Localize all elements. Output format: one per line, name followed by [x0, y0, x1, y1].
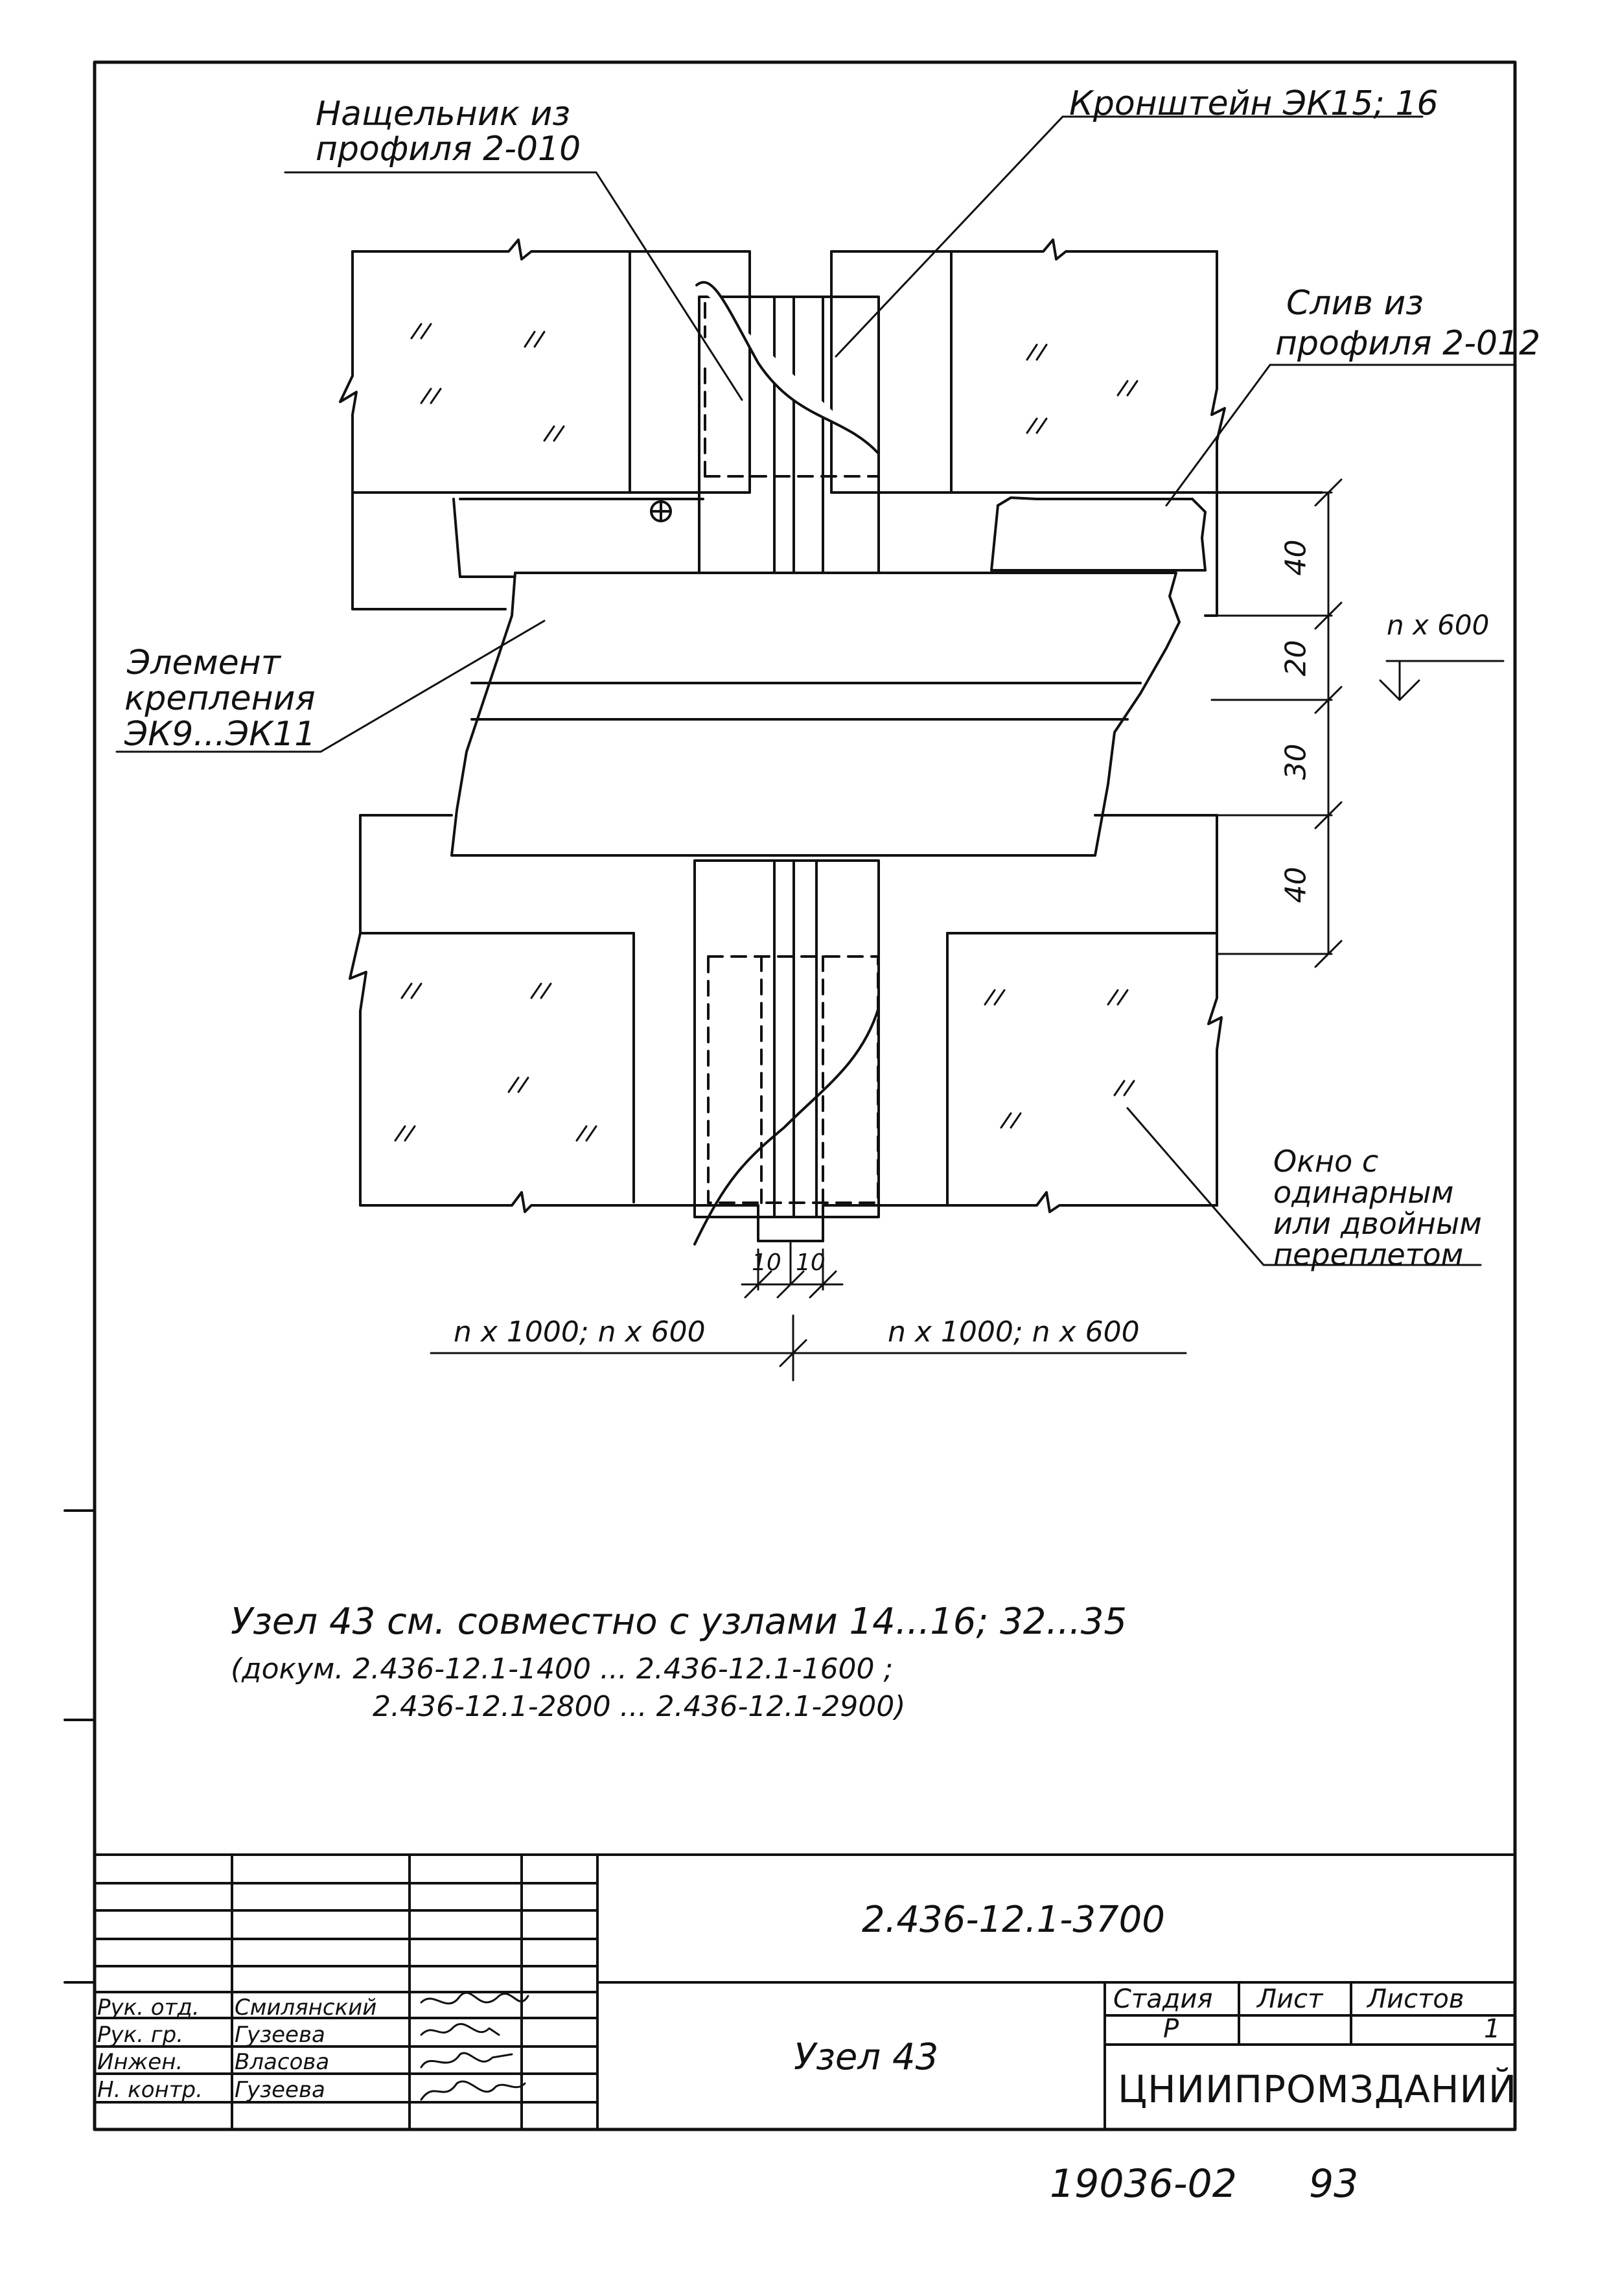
dim-10-left: 10 [752, 1249, 781, 1276]
note-line2: (докум. 2.436-12.1-1400 ... 2.436-12.1-1600 ; [231, 1652, 894, 1686]
dim-nx600-right: n x 600 [1387, 609, 1490, 641]
sheet-frame [95, 62, 1518, 2129]
name-2: Гузеева [235, 2022, 325, 2048]
stage-header: Стадия [1113, 1984, 1213, 2014]
label-kronshtein: Кронштейн ЭК15; 16 [1069, 84, 1439, 123]
label-okno-line2: одинарным [1273, 1175, 1454, 1210]
lower-left-window [350, 815, 758, 1241]
dim-bottom-left: n x 1000; n x 600 [454, 1316, 706, 1349]
label-element-line2: крепления [124, 679, 316, 718]
name-1: Смилянский [235, 1995, 377, 2021]
drawing-title: Узел 43 [794, 2036, 939, 2078]
label-okno-line4: переплетом [1273, 1237, 1464, 1272]
document-designation: 2.436-12.1-3700 [862, 1899, 1165, 1941]
dim-20: 20 [1279, 640, 1313, 677]
label-nashchelnik-line1: Нащельник из [316, 95, 570, 133]
footer-number: 19036-02 [1050, 2161, 1237, 2207]
sheets-value: 1 [1484, 2014, 1501, 2044]
upper-bracket [697, 283, 879, 608]
stage-value: Р [1163, 2014, 1179, 2044]
label-nashchelnik-line2: профиля 2-010 [316, 130, 581, 168]
dim-10-right: 10 [796, 1249, 826, 1276]
label-element-line3: ЭК9...ЭК11 [124, 715, 316, 754]
dim-40-top: 40 [1279, 539, 1313, 576]
upper-left-window [340, 240, 750, 609]
organization-name: ЦНИИПРОМЗДАНИЙ [1118, 2067, 1518, 2111]
role-2: Рук. гр. [97, 2022, 184, 2048]
dim-30: 30 [1279, 743, 1313, 780]
sheet-header: Лист [1257, 1984, 1323, 2014]
role-1: Рук. отд. [97, 1995, 200, 2021]
note-line3: 2.436-12.1-2800 ... 2.436-12.1-2900) [373, 1690, 906, 1723]
role-3: Инжен. [97, 2049, 183, 2075]
label-okno-line1: Окно с [1273, 1144, 1379, 1179]
upper-right-window [831, 240, 1322, 616]
footer-page: 93 [1309, 2161, 1359, 2207]
lower-bracket [695, 861, 879, 1244]
label-okno-line3: или двойным [1273, 1206, 1482, 1241]
name-4: Гузеева [235, 2077, 325, 2103]
label-element-line1: Элемент [127, 644, 281, 682]
note-line1: Узел 43 см. совместно с узлами 14...16; 32...35 [231, 1601, 1127, 1643]
sheets-header: Листов [1367, 1984, 1464, 2014]
label-sliv-line2: профиля 2-012 [1275, 324, 1541, 363]
label-sliv-line1: Слив из [1286, 284, 1424, 323]
dim-40-bottom: 40 [1279, 866, 1313, 903]
fixing-element [452, 573, 1179, 855]
role-4: Н. контр. [97, 2077, 203, 2103]
dim-bottom-right: n x 1000; n x 600 [888, 1316, 1140, 1349]
name-3: Власова [235, 2049, 330, 2075]
lower-right-window [823, 815, 1221, 1241]
